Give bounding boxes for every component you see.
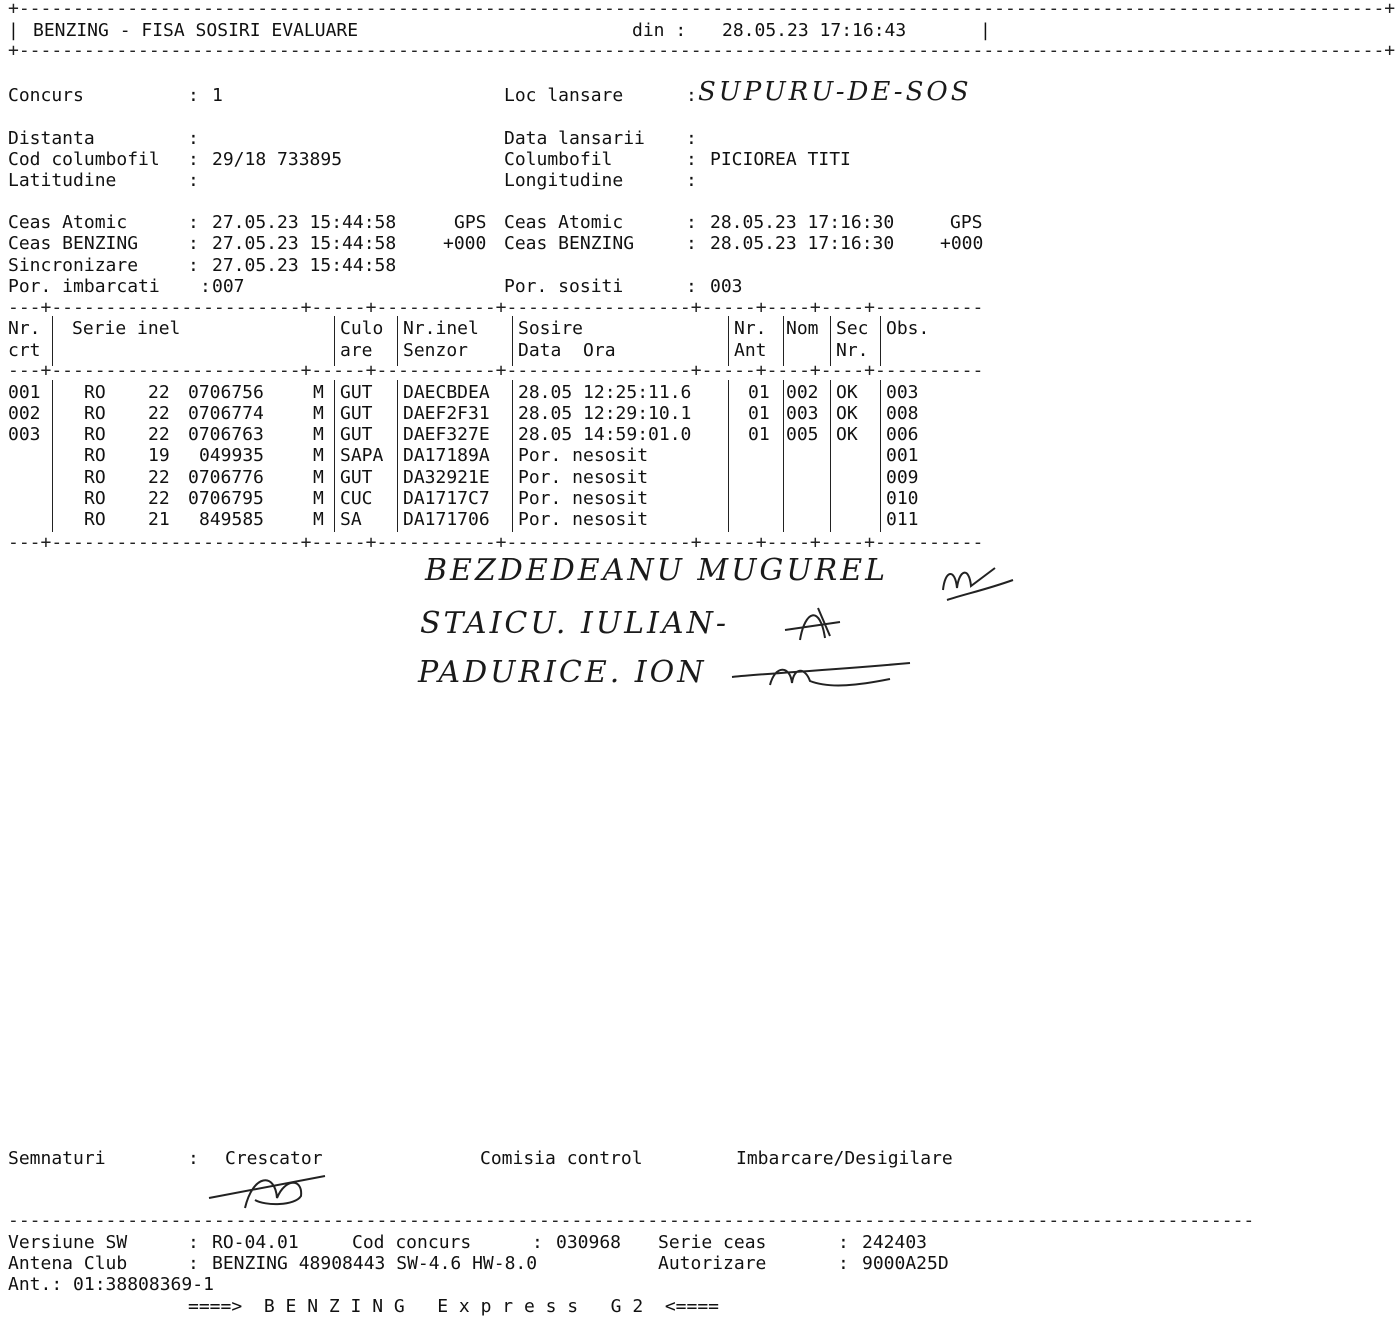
cell-sensor: DA17189A: [403, 445, 490, 466]
table-border-bottom: ---+-----------------------+-----+-----------+-----------------+-----+----+----+----------: [8, 532, 984, 553]
autorizare-value: 9000A25D: [862, 1253, 949, 1274]
cell-color: GUT: [340, 424, 373, 445]
table-border-top: ---+-----------------------+-----+-----------+-----------------+-----+----+----+----------: [8, 297, 984, 318]
data-lansarii-label: Data lansarii: [504, 128, 645, 149]
cell-sex: M: [313, 509, 324, 530]
cell-year: 22: [148, 382, 170, 403]
table-divider: [397, 380, 398, 532]
left-ceas-atomic-colon: :: [188, 212, 199, 233]
cell-obs: 003: [886, 382, 919, 403]
cell-nr: 002: [8, 403, 41, 424]
cell-country: RO: [84, 467, 106, 488]
cell-obs: 010: [886, 488, 919, 509]
cod-columbofil-value: 29/18 733895: [212, 149, 343, 170]
cell-number: 0706763: [188, 424, 264, 445]
handwritten-name-3: PADURICE. ION: [418, 655, 707, 690]
left-ceas-benzing-suffix: +000: [443, 233, 487, 254]
antena-label: Antena Club: [8, 1253, 128, 1274]
longitudine-label: Longitudine: [504, 170, 624, 191]
table-divider: [783, 380, 784, 532]
cod-columbofil-colon: :: [188, 149, 199, 170]
semnaturi-colon: :: [188, 1148, 199, 1169]
cell-color: GUT: [340, 382, 373, 403]
cell-ant: 01: [748, 382, 770, 403]
imbarcati-label: Por. imbarcati: [8, 276, 160, 297]
cell-sex: M: [313, 382, 324, 403]
table-divider: [728, 316, 729, 366]
columbofil-colon: :: [686, 149, 697, 170]
cell-ant: 01: [748, 403, 770, 424]
longitudine-colon: :: [686, 170, 697, 191]
right-ceas-benzing-suffix: +000: [940, 233, 984, 254]
col-header-nrant: Nr.: [734, 318, 767, 339]
serie-ceas-label: Serie ceas: [658, 1232, 767, 1253]
cell-sex: M: [313, 488, 324, 509]
handwritten-name-2: STAICU. IULIAN-: [420, 606, 729, 641]
col-header-nr-2: crt: [8, 340, 41, 361]
cell-nom: 005: [786, 424, 819, 445]
cell-country: RO: [84, 445, 106, 466]
cell-obs: 006: [886, 424, 919, 445]
cell-nom: 003: [786, 403, 819, 424]
cell-sensor: DA32921E: [403, 467, 490, 488]
ant-line: Ant.: 01:38808369-1: [8, 1274, 214, 1295]
col-header-nrinel-2: Senzor: [403, 340, 469, 361]
col-header-sosire: Sosire: [518, 318, 584, 339]
col-header-culoare-2: are: [340, 340, 373, 361]
cell-country: RO: [84, 403, 106, 424]
table-divider: [880, 380, 881, 532]
cell-number: 0706774: [188, 403, 264, 424]
cell-country: RO: [84, 488, 106, 509]
concurs-colon: :: [188, 85, 199, 106]
cell-country: RO: [84, 424, 106, 445]
data-lansarii-colon: :: [686, 128, 697, 149]
right-ceas-atomic-colon: :: [686, 212, 697, 233]
col-header-nrinel: Nr.inel: [403, 318, 479, 339]
header-din-label: din :: [632, 20, 687, 41]
cell-sensor: DA1717C7: [403, 488, 490, 509]
serie-ceas-value: 242403: [862, 1232, 928, 1253]
cell-sec: OK: [836, 424, 858, 445]
table-divider: [830, 316, 831, 366]
cell-sosire: 28.05 12:29:10.1: [518, 403, 692, 424]
cell-ant: 01: [748, 424, 770, 445]
crescator-signature: [205, 1168, 335, 1213]
signature-1: [935, 560, 1015, 610]
table-divider: [397, 316, 398, 366]
cell-sosire: 28.05 12:25:11.6: [518, 382, 692, 403]
cell-year: 22: [148, 424, 170, 445]
antena-value: BENZING 48908443 SW-4.6 HW-8.0: [212, 1253, 538, 1274]
cod-concurs-colon: :: [532, 1232, 543, 1253]
cell-number: 0706756: [188, 382, 264, 403]
left-ceas-atomic-value: 27.05.23 15:44:58: [212, 212, 397, 233]
left-ceas-benzing-colon: :: [188, 233, 199, 254]
versiune-label: Versiune SW: [8, 1232, 128, 1253]
table-divider: [52, 316, 53, 366]
cell-sex: M: [313, 403, 324, 424]
header-border-bottom: +------------------------------------------------------------------------------------------------------------------------------+: [8, 40, 1395, 61]
cell-obs: 009: [886, 467, 919, 488]
cell-sosire: 28.05 14:59:01.0: [518, 424, 692, 445]
cell-year: 19: [148, 445, 170, 466]
signature-2: [780, 600, 850, 645]
serie-ceas-colon: :: [838, 1232, 849, 1253]
col-header-obs: Obs.: [886, 318, 930, 339]
col-header-nrant-2: Ant: [734, 340, 767, 361]
cell-year: 22: [148, 467, 170, 488]
left-ceas-atomic-suffix: GPS: [454, 212, 487, 233]
imbarcati-colon: :: [200, 276, 211, 297]
table-divider: [728, 380, 729, 532]
cell-sosire: Por. nesosit: [518, 488, 649, 509]
table-header-separator: ---+-----------------------+-----+-----------+-----------------+-----+----+----+----------: [8, 360, 984, 381]
loc-lansare-colon: :: [686, 85, 697, 106]
table-divider: [512, 316, 513, 366]
handwritten-name-1: BEZDEDEANU MUGUREL: [425, 553, 889, 588]
table-divider: [52, 380, 53, 532]
cell-year: 22: [148, 403, 170, 424]
sincronizare-value: 27.05.23 15:44:58: [212, 255, 397, 276]
latitudine-colon: :: [188, 170, 199, 191]
cod-concurs-label: Cod concurs: [352, 1232, 472, 1253]
cell-year: 22: [148, 488, 170, 509]
cod-concurs-value: 030968: [556, 1232, 622, 1253]
cell-sex: M: [313, 445, 324, 466]
cell-year: 21: [148, 509, 170, 530]
cell-country: RO: [84, 509, 106, 530]
cell-country: RO: [84, 382, 106, 403]
cell-color: GUT: [340, 467, 373, 488]
antena-colon: :: [188, 1253, 199, 1274]
col-header-sec-2: Nr.: [836, 340, 869, 361]
cell-sosire: Por. nesosit: [518, 509, 649, 530]
header-right-bar: |: [980, 20, 991, 41]
cell-color: CUC: [340, 488, 373, 509]
col-header-culoare: Culo: [340, 318, 384, 339]
header-border-top: +------------------------------------------------------------------------------------------------------------------------------+: [8, 0, 1395, 19]
cell-sensor: DAEF2F31: [403, 403, 490, 424]
cod-columbofil-label: Cod columbofil: [8, 149, 160, 170]
distanta-colon: :: [188, 128, 199, 149]
cell-color: GUT: [340, 403, 373, 424]
cell-obs: 001: [886, 445, 919, 466]
versiune-colon: :: [188, 1232, 199, 1253]
cell-sosire: Por. nesosit: [518, 445, 649, 466]
loc-lansare-label: Loc lansare: [504, 85, 624, 106]
autorizare-label: Autorizare: [658, 1253, 767, 1274]
cell-number: 0706776: [188, 467, 264, 488]
right-ceas-atomic-label: Ceas Atomic: [504, 212, 624, 233]
columbofil-label: Columbofil: [504, 149, 613, 170]
col-header-sosire-2: Data Ora: [518, 340, 616, 361]
cell-nr: 001: [8, 382, 41, 403]
cell-sec: OK: [836, 382, 858, 403]
table-divider: [830, 380, 831, 532]
cell-sex: M: [313, 467, 324, 488]
distanta-label: Distanta: [8, 128, 95, 149]
columbofil-value: PICIOREA TITI: [710, 149, 851, 170]
right-ceas-atomic-value: 28.05.23 17:16:30: [710, 212, 895, 233]
cell-number: 049935: [199, 445, 265, 466]
loc-lansare-handwritten: SUPURU-DE-SOS: [698, 77, 972, 107]
col-header-nr: Nr.: [8, 318, 41, 339]
footer-separator: -------------------------------------------------------------------------------------------------------------------: [8, 1210, 1255, 1231]
cell-color: SA: [340, 509, 362, 530]
sincronizare-colon: :: [188, 255, 199, 276]
left-ceas-benzing-value: 27.05.23 15:44:58: [212, 233, 397, 254]
cell-obs: 011: [886, 509, 919, 530]
cell-obs: 008: [886, 403, 919, 424]
col-header-sec: Sec: [836, 318, 869, 339]
cell-nr: 003: [8, 424, 41, 445]
cell-sosire: Por. nesosit: [518, 467, 649, 488]
cell-number: 0706795: [188, 488, 264, 509]
cell-sensor: DAEF327E: [403, 424, 490, 445]
table-divider: [512, 380, 513, 532]
sositi-label: Por. sositi: [504, 276, 624, 297]
cell-sex: M: [313, 424, 324, 445]
col-header-serie: Serie inel: [72, 318, 181, 339]
imbarcare-label: Imbarcare/Desigilare: [736, 1148, 953, 1169]
document-title: BENZING - FISA SOSIRI EVALUARE: [33, 20, 359, 41]
right-ceas-benzing-label: Ceas BENZING: [504, 233, 635, 254]
left-ceas-benzing-label: Ceas BENZING: [8, 233, 139, 254]
autorizare-colon: :: [838, 1253, 849, 1274]
crescator-label: Crescator: [225, 1148, 323, 1169]
right-ceas-benzing-colon: :: [686, 233, 697, 254]
concurs-value: 1: [212, 85, 223, 106]
latitudine-label: Latitudine: [8, 170, 117, 191]
concurs-label: Concurs: [8, 85, 84, 106]
imbarcati-value: 007: [212, 276, 245, 297]
sincronizare-label: Sincronizare: [8, 255, 139, 276]
sositi-colon: :: [686, 276, 697, 297]
header-left-bar: |: [8, 20, 19, 41]
right-ceas-atomic-suffix: GPS: [950, 212, 983, 233]
table-divider: [334, 380, 335, 532]
right-ceas-benzing-value: 28.05.23 17:16:30: [710, 233, 895, 254]
left-ceas-atomic-label: Ceas Atomic: [8, 212, 128, 233]
table-divider: [880, 316, 881, 366]
cell-number: 849585: [199, 509, 265, 530]
sositi-value: 003: [710, 276, 743, 297]
benzing-banner: ====> B E N Z I N G E x p r e s s G 2 <====: [188, 1296, 720, 1317]
cell-sensor: DA171706: [403, 509, 490, 530]
cell-sec: OK: [836, 403, 858, 424]
versiune-value: RO-04.01: [212, 1232, 299, 1253]
comisia-label: Comisia control: [480, 1148, 643, 1169]
col-header-nom: Nom: [786, 318, 819, 339]
header-din-value: 28.05.23 17:16:43: [722, 20, 907, 41]
signature-3: [730, 655, 920, 695]
table-divider: [334, 316, 335, 366]
semnaturi-label: Semnaturi: [8, 1148, 106, 1169]
table-divider: [783, 316, 784, 366]
cell-color: SAPA: [340, 445, 384, 466]
cell-nom: 002: [786, 382, 819, 403]
cell-sensor: DAECBDEA: [403, 382, 490, 403]
